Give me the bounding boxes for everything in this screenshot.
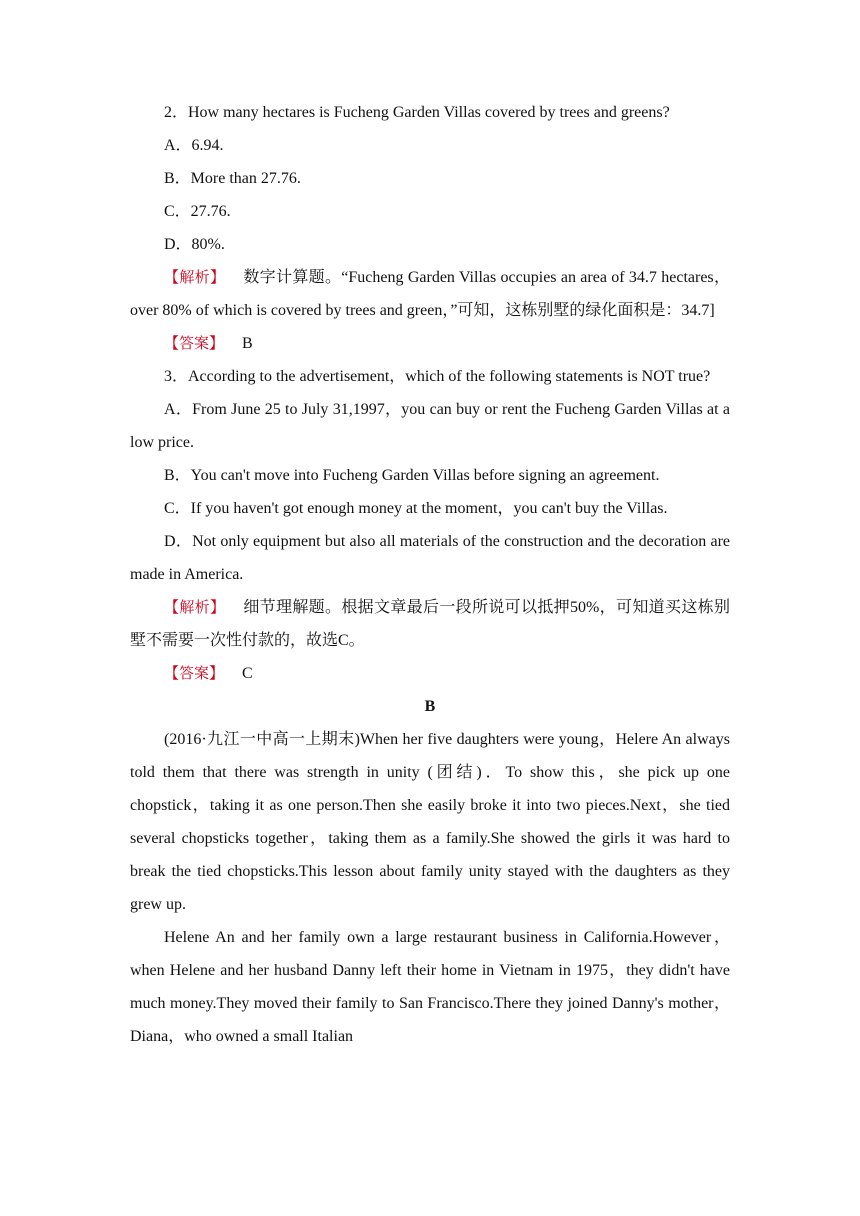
- option-a: A．From June 25 to July 31,1997，you can buy or rent the Fucheng Garden Villas at a low price.: [130, 401, 730, 451]
- option-d: D．Not only equipment but also all materials of the construction and the decoration are made in America.: [130, 533, 730, 583]
- answer-tag: 【答案】: [164, 334, 225, 352]
- analysis-tag: 【解析】: [164, 598, 226, 616]
- answer-tag: 【答案】: [164, 664, 225, 682]
- analysis-2: [130, 261, 730, 327]
- option-b: B．You can't move into Fucheng Garden Villas before signing an agreement.: [164, 467, 660, 484]
- section-heading: B: [424, 698, 436, 715]
- option-a: A．6.94.: [164, 137, 224, 154]
- passage-paragraph-2: Helene An and her family own a large restaurant business in California.However，when Helene and her husband Danny left their home in Vietnam in 1975，they didn't have much money.They moved their family to San Francisco.There they joined Danny's mother，Diana，who owned a small Italian: [130, 929, 731, 1045]
- analysis-3: [130, 591, 730, 657]
- option-c: C．27.76.: [164, 203, 231, 220]
- answer-3: [130, 657, 730, 690]
- document-page: [130, 96, 730, 1053]
- answer-2: [130, 327, 730, 360]
- question-3: 3．According to the advertisement，which of the following statements is NOT true?: [164, 368, 711, 385]
- analysis-text: 数字计算题。“Fucheng Garden Villas occupies an area of 34.7 hectares，over 80% of which is covered by trees and green，”可知，这栋别墅的绿化面积是：34.7]: [130, 269, 730, 319]
- analysis-tag: 【解析】: [164, 268, 226, 286]
- option-b: B．More than 27.76.: [164, 170, 301, 187]
- question-2: 2．How many hectares is Fucheng Garden Villas covered by trees and greens?: [164, 104, 670, 121]
- answer-text: C: [242, 665, 253, 682]
- option-c: C．If you haven't got enough money at the moment，you can't buy the Villas.: [164, 500, 668, 517]
- analysis-text: 细节理解题。根据文章最后一段所说可以抵押50%，可知道买这栋别墅不需要一次性付款的，故选C。: [130, 599, 730, 649]
- passage-paragraph-1: (2016·九江一中高一上期末)When her five daughters were young，Helere An always told them that there was strength in unity (团结)．To show this，she pick up one chopstick，taking it as one person.Then she easily broke it into two pieces.Next，she tied several chopsticks together，taking them as a family.She showed the girls it was hard to break the tied chopsticks.This lesson about family unity stayed with the daughters as they grew up.: [130, 731, 730, 913]
- option-d: D．80%.: [164, 236, 225, 253]
- answer-text: B: [242, 335, 253, 352]
